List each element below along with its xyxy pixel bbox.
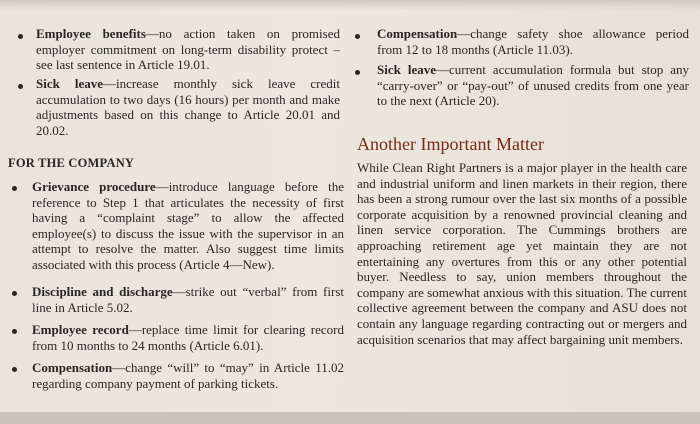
- bullet: [12, 367, 17, 372]
- item-text: —no action taken on promised employer commitment on long-term disability protect – see last sentence in Article 19.01.: [36, 26, 340, 73]
- section-title: FOR THE COMPANY: [8, 156, 135, 170]
- bullet: [18, 84, 23, 89]
- item-term: Grievance procedure: [32, 179, 156, 194]
- item-text: —replace time limit for clearing record from 10 months to 24 months (Article 6.01).: [32, 322, 344, 353]
- page-bottom-edge: [0, 412, 700, 424]
- item-term: Sick leave: [36, 76, 104, 91]
- item-text: —increase monthly sick leave credit accumulation to two days (16 hours) per month and make adjustments based on this change to Article 20.01 and 20.02.: [36, 76, 341, 138]
- bullet: [12, 291, 17, 296]
- item-term: Compensation: [377, 26, 458, 41]
- item-text: —current accumulation formula but stop any “carry-over” or “pay-out” of unused credits from one year to the next (Article 20).: [377, 62, 690, 109]
- list-item: [377, 62, 689, 109]
- item-term: Compensation: [32, 360, 113, 375]
- item-text: —change safety shoe allowance period from 12 to 18 months (Article 11.03).: [377, 26, 689, 57]
- bullet: [12, 186, 17, 191]
- item-text: —introduce language before the reference to Step 1 that articulates the necessity of first having a “complaint stage” to allow the affected employee(s) to discuss the issue with the supervisor in an attempt to resolve the matter. Also suggest time limits associated with this process (Article 4—New).: [32, 179, 344, 272]
- bullet: [355, 34, 360, 39]
- list-item: [36, 76, 340, 138]
- item-term: Employee benefits: [36, 26, 146, 41]
- list-item: [32, 284, 344, 315]
- item-term: Employee record: [32, 322, 129, 337]
- bullet: [12, 329, 17, 334]
- item-text: —strike out “verbal” from first line in Article 5.02.: [32, 284, 344, 315]
- list-item: [377, 26, 689, 57]
- list-item: [32, 179, 344, 273]
- bullet: [18, 34, 23, 39]
- item-term: Discipline and discharge: [32, 284, 173, 299]
- body-paragraph: While Clean Right Partners is a major player in the health care and industrial uniform and linen markets in their region, there has been a strong rumour over the last six months of a possible corporate acquisition by a renowned provincial cleaning and linen service corporation. The Cummings brothers are approaching retirement age yet maintain they are not entertaining any overtures from this or any other potential buyer. Needless to say, union members throughout the company are somewhat anxious with this situation. The current collective agreement between the company and ASU does not contain any language regarding contracting out or mergers and acquisition scenarios that may affect bargaining unit members.: [357, 160, 687, 347]
- item-text: —change “will” to “may” in Article 11.02 regarding company payment of parking tickets.: [32, 360, 344, 391]
- list-item: [36, 26, 340, 73]
- item-term: Sick leave: [377, 62, 436, 77]
- list-item: [32, 322, 344, 353]
- list-item: [32, 360, 344, 391]
- page-top-shadow: [0, 0, 700, 10]
- section-heading: Another Important Matter: [357, 134, 544, 154]
- bullet: [355, 70, 360, 75]
